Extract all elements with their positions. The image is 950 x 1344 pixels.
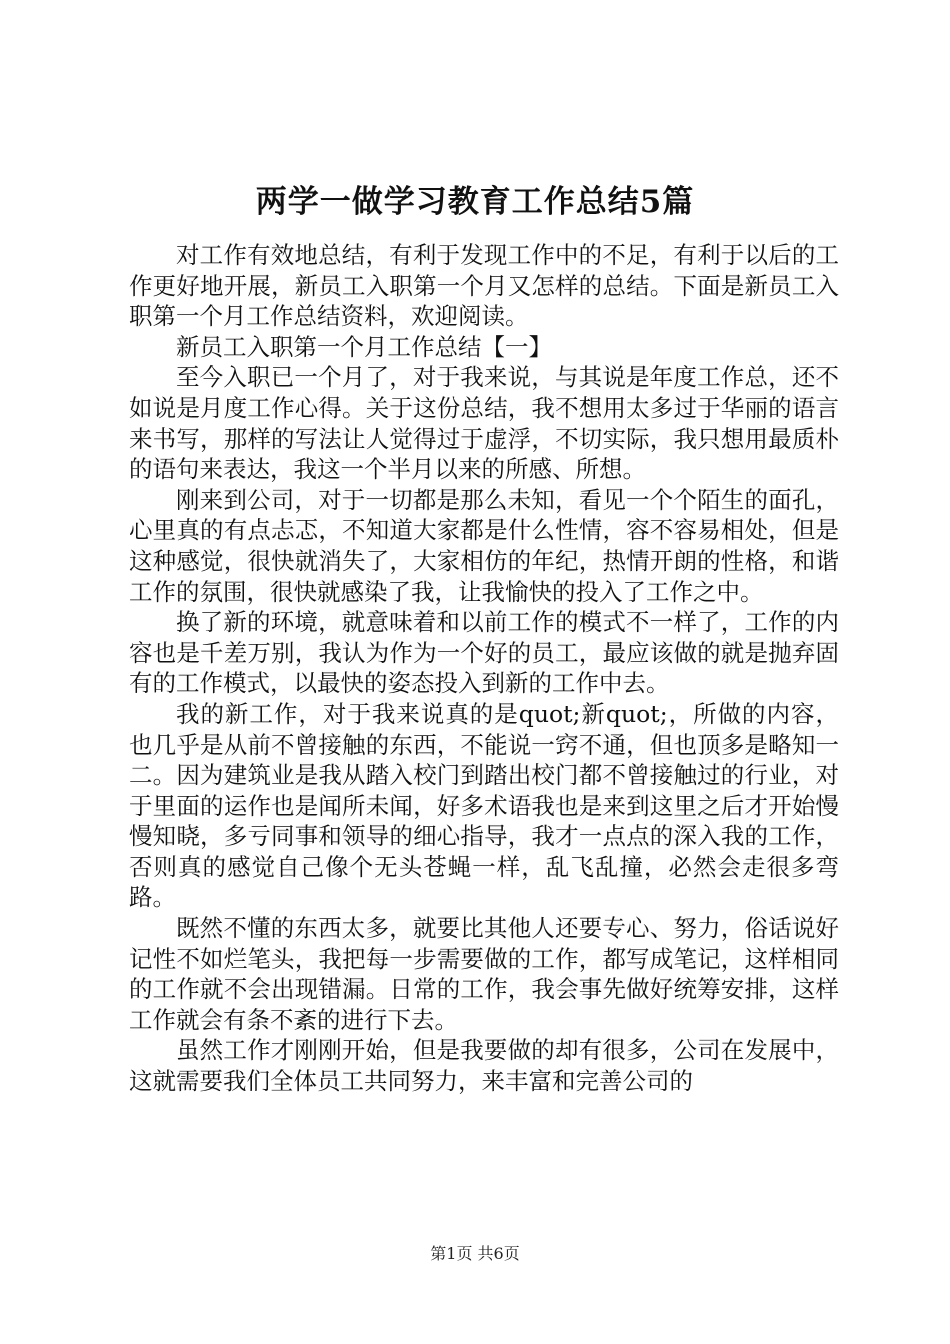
paragraph: 既然不懂的东西太多，就要比其他人还要专心、努力，俗话说好记性不如烂笔头，我把每一步需要做的工作，都写成笔记，这样相同的工作就不会出现错漏。日常的工作，我会事先做好统筹安排，这样工作就会有条不紊的进行下去。 <box>129 914 839 1034</box>
paragraph: 刚来到公司，对于一切都是那么未知，看见一个个陌生的面孔，心里真的有点忐忑，不知道大家都是什么性情，容不容易相处，但是这种感觉，很快就消失了，大家相仿的年纪，热情开朗的性格，和谐工作的氛围，很快就感染了我，让我愉快的投入了工作之中。 <box>129 485 839 606</box>
paragraph: 我的新工作，对于我来说真的是quot;新quot;，所做的内容，也几乎是从前不曾接触的东西，不能说一窍不通，但也顶多是略知一二。因为建筑业是我从踏入校门到踏出校门都不曾接触过的行业，对于里面的运作也是闻所未闻，好多术语我也是来到这里之后才开始慢慢知晓，多亏同事和领导的细心指导，我才一点点的深入我的工作，否则真的感觉自己像个无头苍蝇一样，乱飞乱撞，必然会走很多弯路。 <box>129 699 839 912</box>
paragraph: 至今入职已一个月了，对于我来说，与其说是年度工作总，还不如说是月度工作心得。关于这份总结，我不想用太多过于华丽的语言来书写，那样的写法让人觉得过于虚浮，不切实际，我只想用最质朴的语句来表达，我这一个半月以来的所感、所想。 <box>129 363 839 484</box>
paragraph: 虽然工作才刚刚开始，但是我要做的却有很多，公司在发展中，这就需要我们全体员工共同努力，来丰富和完善公司的 <box>129 1036 839 1096</box>
page-number-footer: 第1页 共6页 <box>430 1244 520 1263</box>
section-heading: 新员工入职第一个月工作总结【一】 <box>176 332 552 361</box>
paragraph: 换了新的环境，就意味着和以前工作的模式不一样了，工作的内容也是千差万别，我认为作为一个好的员工，最应该做的就是抛弃固有的工作模式，以最快的姿态投入到新的工作中去。 <box>129 608 839 698</box>
document-body <box>129 240 839 1097</box>
paragraph-intro: 对工作有效地总结，有利于发现工作中的不足，有利于以后的工作更好地开展，新员工入职第一个月又怎样的总结。下面是新员工入职第一个月工作总结资料，欢迎阅读。 <box>129 241 839 331</box>
document-title: 两学一做学习教育工作总结5篇 <box>255 184 695 220</box>
